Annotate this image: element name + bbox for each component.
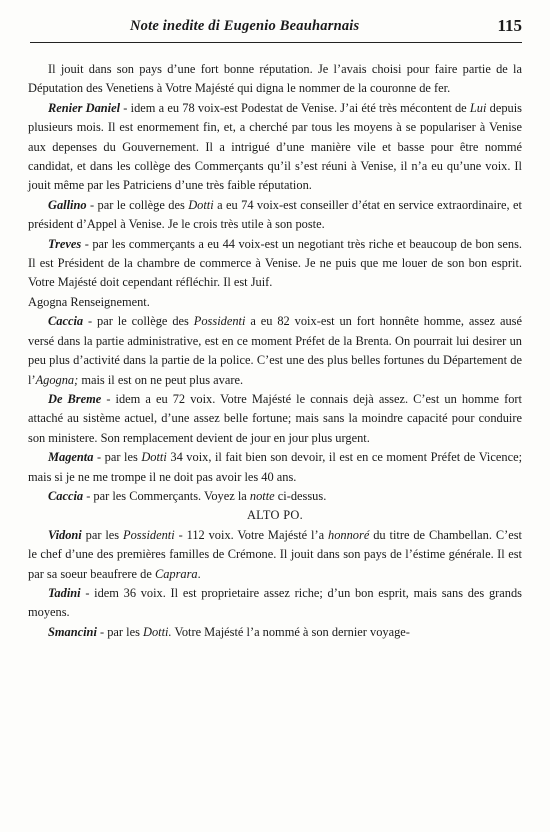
page-number: 115 bbox=[497, 16, 522, 35]
person-name: Tadini bbox=[48, 585, 81, 600]
person-name: Caccia bbox=[48, 488, 84, 503]
page-header bbox=[30, 14, 522, 43]
entry-gallino: Gallino - par le collège des Dotti a eu 74 voix-est conseiller d’état en service extraordinaire, et président d’Appel à Venise. Je le crois très utile à son poste. bbox=[28, 197, 522, 232]
person-name: Magenta bbox=[48, 450, 94, 465]
entry-smancini: Smancini - par les Dotti. Votre Majésté l’a nommé à son dernier voyage- bbox=[48, 624, 410, 639]
entry-caccia: Caccia - par le collège des Possidenti a eu 82 voix-est un fort honnête homme, assez ausé versé dans la partie administrative, est en ce moment Préfet de la Brenta. On pourrait lui desirer un peu plus d’activité dans la partie de la police. C’est une des plus belles fortunes du Département de l’Agogna; mais il est on ne peut plus avare. bbox=[28, 314, 522, 387]
entry-vidoni: Vidoni par les Possidenti - 112 voix. Votre Majésté l’a honnoré du titre de Chambellan. C’est le chef d’une des premières familles de Crémone. Il jouit dans son pays de l’éstime générale. Il est par sa soeur beaufrere de Caprara. bbox=[28, 527, 522, 581]
body-text bbox=[28, 60, 522, 642]
entry-tadini: Tadini - idem 36 voix. Il est proprietaire assez riche; d’un bon esprit, mais sans des grands moyens. bbox=[28, 585, 522, 620]
entry-treves: Treves - par les commerçants a eu 44 voix-est un negotiant très riche et beaucoup de bon sens. Il est Président de la chambre de commerce à Venise. Je ne puis que me louer de son bon esprit. Votre Majésté doit cependant réfléchir. Il est Juif. bbox=[28, 236, 522, 290]
person-name: Treves bbox=[48, 236, 82, 251]
person-name: Renier Daniel bbox=[48, 100, 121, 115]
entry-magenta: Magenta - par les Dotti 34 voix, il fait bien son devoir, il est en ce moment Préfet de Vicence; mais si je ne me trompe il ne doit pas avoir les 40 ans. bbox=[28, 450, 523, 484]
person-name: Gallino bbox=[48, 197, 87, 212]
person-name: Smancini bbox=[48, 624, 97, 639]
person-name: Vidoni bbox=[48, 527, 82, 542]
entry-caccia-commercants: Caccia - par les Commerçants. Voyez la notte ci-dessus. bbox=[48, 488, 327, 503]
entry-renier-daniel: Renier Daniel - idem a eu 78 voix-est Podestat de Venise. J’ai été très mécontent de Lui depuis plusieurs mois. Il est enormement fin, et, a cherché par tous les moyens à se populariser à Venise aux depenses du Gouvernement. Il a intrigué d’une manière vile et basse pour être nommé candidat, et dans les collège des Commerçants qu’il s’est réuni à Venise, il n’a eu qu’une voix. Il jouit même par les Patriciens d’une très faible réputation. bbox=[28, 100, 523, 193]
running-title: Note inedite di Eugenio Beauharnais bbox=[130, 18, 360, 34]
person-name: Caccia bbox=[48, 314, 84, 329]
subsection-heading: Agogna Renseignement. bbox=[28, 294, 150, 309]
paragraph: Il jouit dans son pays d’une fort bonne réputation. Je l’avais choisi pour faire partie de la Députation des Venetiens à Votre Majésté qui digna le nommer de la couronne de fer. bbox=[28, 62, 522, 96]
section-title: ALTO PO. bbox=[246, 508, 304, 523]
person-name: De Breme bbox=[48, 391, 102, 406]
entry-de-breme: De Breme - idem a eu 72 voix. Votre Majésté le connais dejà assez. C’est un homme fort attaché au sistème actuel, d’une assez belle fortune; mais sans la moindre capacité pour conduire son ministere. Son remplacement devient de jour en jour plus urgent. bbox=[28, 391, 522, 445]
